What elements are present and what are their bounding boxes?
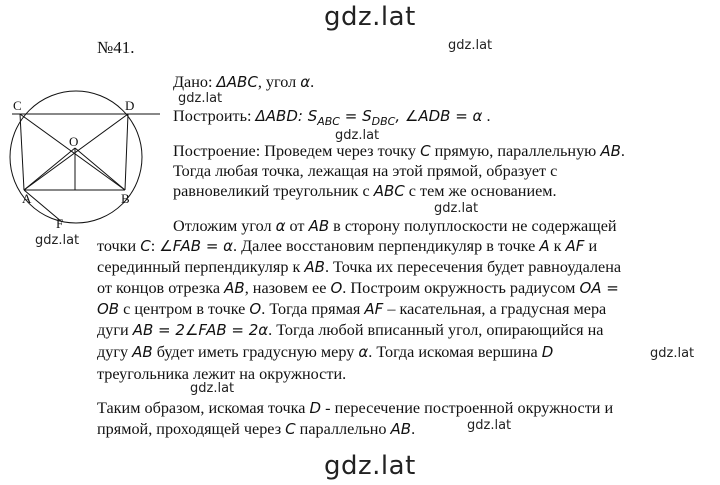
paragraph2-line7: дугу AB будет иметь градусную меру α. Тогда искомая вершина D <box>97 343 554 361</box>
paragraph1-line2: Тогда любая точка, лежащая на этой прямой, образует с <box>173 162 558 180</box>
label-f: F <box>56 216 64 231</box>
paragraph2-line4: от концов отрезка AB, назовем ее O. Построим окружность радиусом OA = <box>97 279 619 297</box>
watermark: gdz.lat <box>467 418 512 433</box>
watermark-bottom: gdz.lat <box>324 451 416 481</box>
label-a: A <box>22 191 32 206</box>
solution-text <box>97 0 717 485</box>
label-o: O <box>69 134 79 149</box>
paragraph3-line2: прямой, проходящей через C параллельно AB. <box>97 420 416 438</box>
paragraph2-line8: треугольника лежит на окружности. <box>97 365 347 383</box>
label-b: B <box>121 191 130 206</box>
paragraph1-line1: Построение: Проведем через точку C прямую, параллельную AB. <box>173 142 625 160</box>
given-line: Дано: ΔABC, угол α. <box>173 73 315 91</box>
paragraph2-line5: OB с центром в точке O. Тогда прямая AF – касательная, а градусная мера <box>97 300 607 318</box>
problem-number: №41. <box>97 38 135 57</box>
construct-line: Построить: ΔABD: $S_{ABC} = S_{DBC}$, ∠ADB = α . <box>173 107 491 129</box>
watermark: gdz.lat <box>448 38 493 53</box>
paragraph2-line3: серединный перпендикуляр к AB. Точка их пересечения будет равноудалена <box>97 258 622 276</box>
watermark-top: gdz.lat <box>324 2 416 32</box>
paragraph2-line2: точки C: ∠FAB = α. Далее восстановим перпендикуляр в точке A к AF и <box>97 237 598 255</box>
watermark: gdz.lat <box>434 201 479 216</box>
paragraph3-line1: Таким образом, искомая точка D - пересечение построенной окружности и <box>97 399 614 417</box>
watermark: gdz.lat <box>35 233 80 248</box>
watermark: gdz.lat <box>190 381 235 396</box>
segment-ao <box>24 148 75 190</box>
watermark: gdz.lat <box>178 91 223 106</box>
watermark: gdz.lat <box>335 128 380 143</box>
paragraph1-line3: равновеликий треугольник с ABC с тем же основанием. <box>173 182 557 200</box>
label-d: D <box>125 98 135 113</box>
segment-ac <box>20 114 24 190</box>
paragraph2-line6: дуги AB = 2∠FAB = 2α. Тогда любой вписанный угол, опирающийся на <box>97 321 604 339</box>
paragraph2-line1: Отложим угол α от AB в сторону полуплоскости не содержащей <box>173 217 617 235</box>
label-c: C <box>13 98 22 113</box>
watermark: gdz.lat <box>650 346 695 361</box>
